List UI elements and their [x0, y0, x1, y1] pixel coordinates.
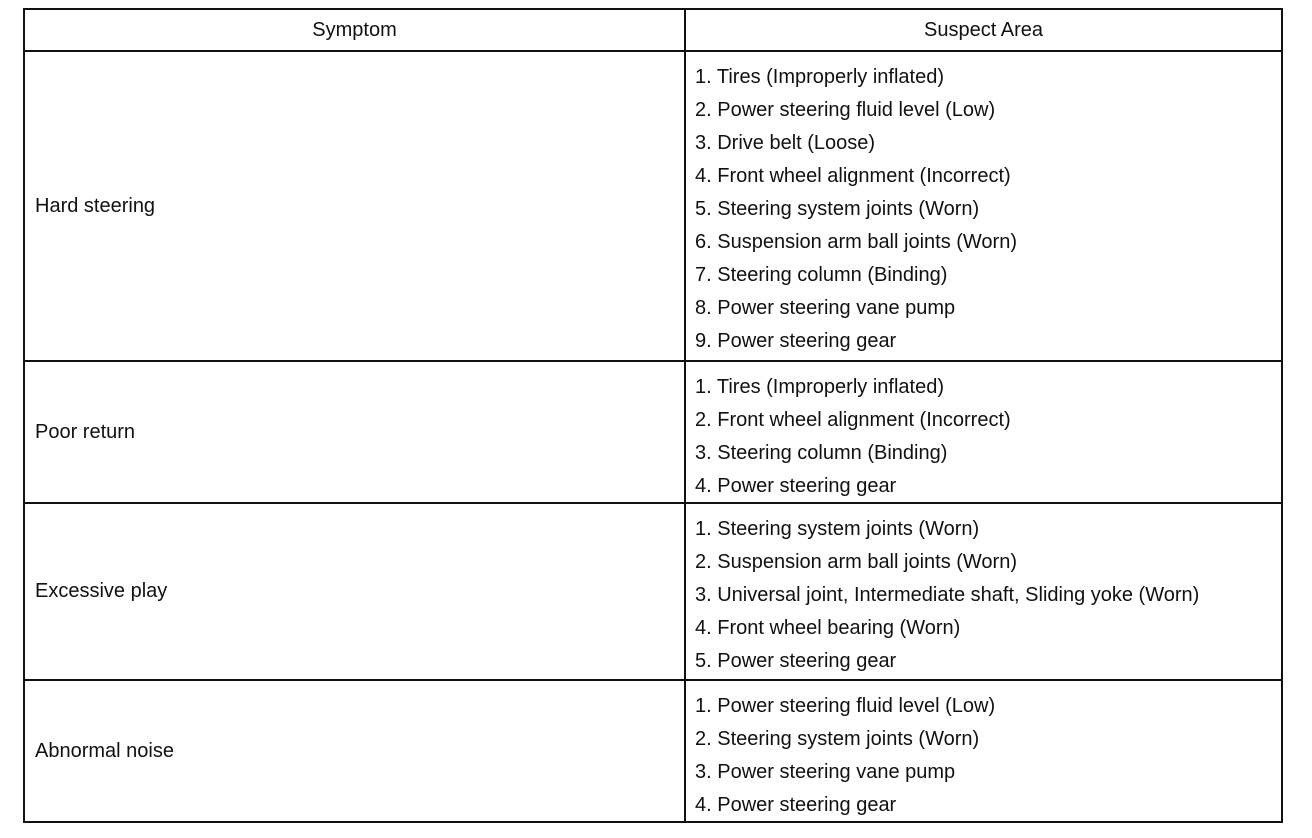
suspect-item: 2. Suspension arm ball joints (Worn): [695, 551, 1017, 573]
suspect-item: 1. Tires (Improperly inflated): [695, 376, 944, 398]
header-symptom: Symptom: [25, 10, 686, 50]
suspect-item: 8. Power steering vane pump: [695, 297, 956, 319]
suspect-area-cell: [686, 681, 1281, 821]
suspect-item: 9. Power steering gear: [695, 330, 897, 352]
suspect-item: 4. Front wheel alignment (Incorrect): [695, 165, 1011, 187]
suspect-list: [686, 504, 1281, 682]
suspect-item: 5. Power steering gear: [695, 650, 897, 672]
suspect-area-cell: [686, 504, 1281, 679]
suspect-item: 6. Suspension arm ball joints (Worn): [695, 231, 1017, 253]
table-header-row: [25, 10, 1281, 50]
suspect-item: 4. Power steering gear: [695, 794, 897, 816]
suspect-item: 5. Steering system joints (Worn): [695, 198, 980, 220]
symptom-cell: Excessive play: [25, 504, 686, 679]
suspect-item: 3. Drive belt (Loose): [695, 132, 876, 154]
suspect-item: 2. Front wheel alignment (Incorrect): [695, 409, 1011, 431]
suspect-item: 1. Tires (Improperly inflated): [695, 66, 944, 88]
suspect-item: 1. Power steering fluid level (Low): [695, 695, 996, 717]
suspect-area-cell: [686, 362, 1281, 502]
suspect-item: 1. Steering system joints (Worn): [695, 518, 980, 540]
suspect-item: 2. Power steering fluid level (Low): [695, 99, 996, 121]
suspect-list: [686, 681, 1281, 826]
table-row: [25, 50, 1281, 360]
suspect-item: 3. Power steering vane pump: [695, 761, 956, 783]
suspect-area-cell: [686, 52, 1281, 360]
symptom-cell: Hard steering: [25, 52, 686, 360]
table-row: [25, 679, 1281, 821]
suspect-list: [686, 362, 1281, 507]
symptom-cell: Abnormal noise: [25, 681, 686, 821]
troubleshooting-table: [23, 8, 1283, 823]
suspect-item: 3. Steering column (Binding): [695, 442, 948, 464]
suspect-item: 4. Front wheel bearing (Worn): [695, 617, 961, 639]
suspect-item: 7. Steering column (Binding): [695, 264, 948, 286]
suspect-item: 4. Power steering gear: [695, 475, 897, 497]
table-row: [25, 360, 1281, 502]
suspect-item: 3. Universal joint, Intermediate shaft, Sliding yoke (Worn): [695, 584, 1200, 606]
suspect-list: [686, 52, 1281, 362]
header-suspect-area: Suspect Area: [924, 18, 1043, 41]
suspect-item: 2. Steering system joints (Worn): [695, 728, 980, 750]
symptom-cell: Poor return: [25, 362, 686, 502]
table-row: [25, 502, 1281, 679]
